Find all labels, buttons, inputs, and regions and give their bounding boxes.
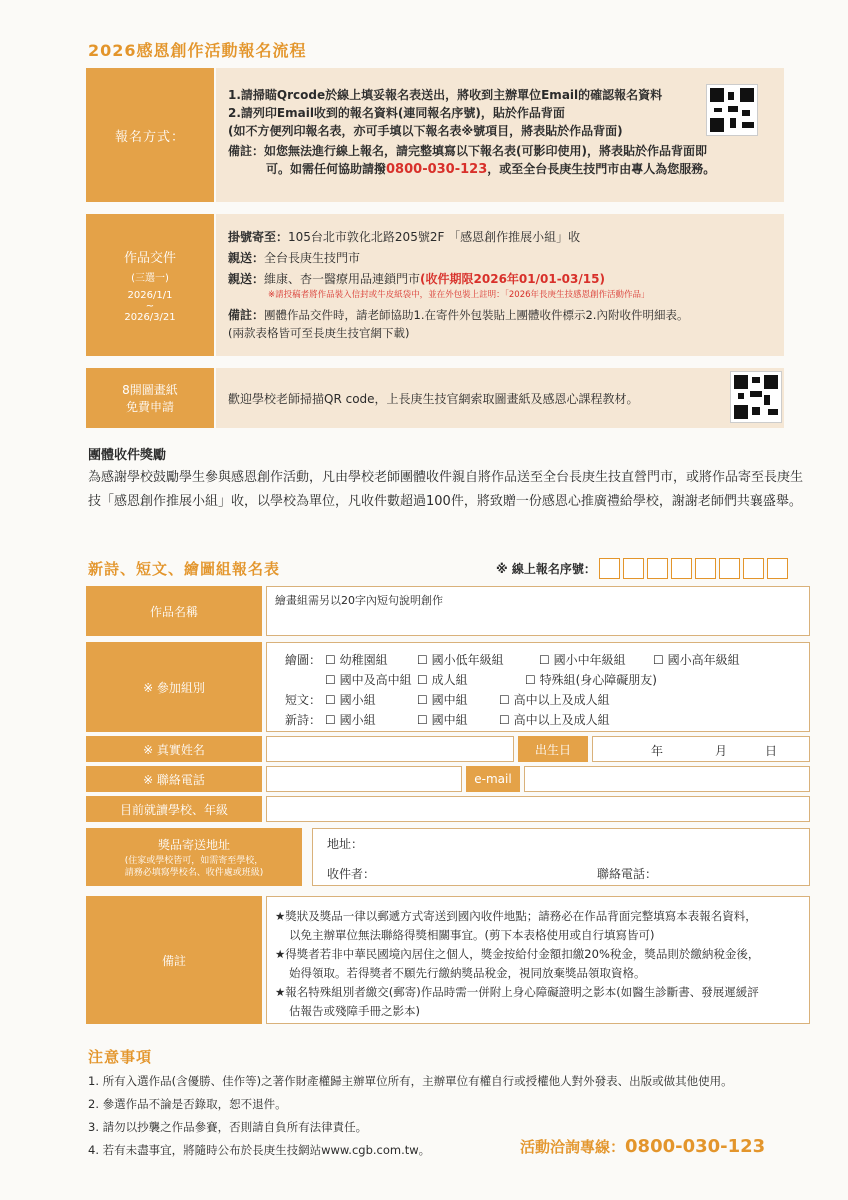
form-title: 新詩、短文、繪圖組報名表 — [88, 560, 281, 578]
submission-panel — [216, 214, 784, 356]
real-name-label: ※ 真實姓名 — [86, 736, 262, 762]
notice-item-1: 1. 所有入選作品(含優勝、佳作等)之著作財產權歸主辦單位所有，主辦單位有權自行或授權他人對外發表、出版或做其他使用。 — [88, 1074, 733, 1088]
work-name-label: 作品名稱 — [86, 586, 262, 636]
address-field[interactable] — [312, 828, 810, 886]
page-title: 2026感恩創作活動報名流程 — [88, 41, 307, 60]
remark-3b: 估報告或殘障手冊之影本) — [289, 1004, 420, 1018]
group-reward-title: 團體收件獎勵 — [88, 448, 167, 463]
submission-label-cell — [86, 214, 214, 356]
birthday-year: 年 — [651, 744, 664, 758]
poem-key: 新詩： — [285, 713, 322, 727]
remark-1a: ★獎狀及獎品一律以郵遞方式寄送到國內收件地點；請務必在作品背面完整填寫本表報名資料， — [275, 909, 757, 923]
hotline-label: 活動洽詢專線： — [520, 1138, 626, 1156]
registration-hotline: 0800-030-123 — [386, 162, 488, 177]
group-label: ※ 參加組別 — [86, 642, 262, 732]
submission-choose: (三選一) — [131, 273, 169, 284]
draw-opt-adult[interactable]: ☐ 成人組 — [417, 673, 468, 687]
remark-box — [266, 896, 810, 1024]
submission-label: 作品交件 — [123, 251, 176, 266]
submission-note-value: 團體作品交件時，請老師協助1.在寄件外包裝貼上團體收件標示2.內附收件明細表。 — [264, 308, 689, 322]
submission-deliver2-key: 親送： — [228, 272, 265, 286]
paper-label-2: 免費申請 — [125, 400, 174, 414]
essay-opt-junior[interactable]: ☐ 國中組 — [417, 693, 468, 707]
draw-opt-elem-mid[interactable]: ☐ 國小中年級組 — [539, 653, 626, 667]
paper-text: 歡迎學校老師掃描QR code，上長庚生技官網索取圖畫紙及感恩心課程教材。 — [228, 392, 639, 406]
submission-mail-value: 105台北市敦化北路205號2F 「感恩創作推展小組」收 — [288, 230, 581, 244]
draw-opt-kindergarten[interactable]: ☐ 幼稚園組 — [325, 653, 388, 667]
draw-opt-elem-high[interactable]: ☐ 國小高年級組 — [653, 653, 740, 667]
online-seq-boxes[interactable] — [596, 558, 788, 579]
paper-label-cell — [86, 368, 214, 428]
registration-panel — [216, 68, 784, 202]
phone-field[interactable] — [266, 766, 462, 792]
submission-date-start: 2026/1/1 — [127, 290, 173, 301]
remark-2b: 始得領取。若得獎者不願先行繳納獎品稅金，視同放棄獎品領取資格。 — [289, 966, 646, 980]
submission-date-end: 2026/3/21 — [124, 312, 176, 323]
registration-qr-code[interactable] — [706, 84, 758, 136]
draw-key: 繪圖： — [285, 653, 322, 667]
address-label: 獎品寄送地址 — [157, 837, 230, 852]
notice-item-3: 3. 請勿以抄襲之作品參賽，否則請自負所有法律責任。 — [88, 1120, 368, 1134]
essay-opt-senior-adult[interactable]: ☐ 高中以上及成人組 — [499, 693, 610, 707]
draw-opt-elem-low[interactable]: ☐ 國小低年級組 — [417, 653, 504, 667]
remark-2a: ★得獎者若非中華民國境內居住之個人，獎金按給付金額扣繳20%稅金，獎品則於繳納稅金後， — [275, 947, 760, 961]
submission-deadline: (收件期限2026年01/01-03/15) — [420, 272, 605, 286]
real-name-field[interactable] — [266, 736, 514, 762]
email-field[interactable] — [524, 766, 810, 792]
submission-date-tilde: ~ — [145, 301, 155, 312]
submission-deliver1-value: 全台長庚生技門市 — [264, 251, 361, 265]
paper-panel — [216, 368, 784, 428]
submission-deliver2-value: 維康、杏一醫療用品連鎖門市 — [264, 272, 421, 286]
poem-opt-elem[interactable]: ☐ 國小組 — [325, 713, 376, 727]
registration-note-a: 備註：如您無法進行線上報名，請完整填寫以下報名表(可影印使用)，將表貼於作品背面即 — [228, 144, 707, 158]
address-key: 地址： — [327, 837, 364, 851]
notice-item-4: 4. 若有未盡事宜，將隨時公布於長庚生技網站www.cgb.com.tw。 — [88, 1143, 431, 1157]
registration-step1: 1.請掃瞄Qrcode於線上填妥報名表送出，將收到主辦單位Email的確認報名資料 — [228, 88, 663, 102]
submission-mail-key: 掛號寄至： — [228, 230, 289, 244]
work-name-hint: 繪畫組需另以20字內短句說明創作 — [275, 594, 443, 607]
birthday-day: 日 — [765, 744, 778, 758]
school-label: 目前就讀學校、年級 — [86, 796, 262, 822]
contact-phone-key: 聯絡電話： — [597, 867, 658, 881]
remark-1b: 以免主辦單位無法聯絡得獎相關事宜。(剪下本表格使用或自行填寫皆可) — [289, 928, 655, 942]
work-name-field[interactable] — [266, 586, 810, 636]
address-label-cell — [86, 828, 302, 886]
essay-key: 短文： — [285, 693, 322, 707]
paper-label-1: 8開圖畫紙 — [122, 383, 178, 397]
notices-title: 注意事項 — [88, 1048, 153, 1066]
hotline-number[interactable]: 0800-030-123 — [625, 1136, 766, 1157]
registration-label-cell — [86, 68, 214, 202]
group-selection-field[interactable] — [266, 642, 810, 732]
group-reward-body: 為感謝學校鼓勵學生參與感恩創作活動，凡由學校老師團體收件親自將作品送至全台長庚生技直營門市，或將作品寄至長庚生技「感恩創作推展小組」收，以學校為單位，凡收件數超過100件，將致贈一份感恩心推廣禮給學校，謝謝老師們共襄盛舉。 — [88, 470, 804, 509]
registration-step3: (如不方便列印報名表，亦可手填以下報名表※號項目，將表貼於作品背面) — [228, 124, 623, 138]
draw-opt-special[interactable]: ☐ 特殊組(身心障礙朋友) — [525, 673, 657, 687]
remark-3a: ★報名特殊組別者繳交(郵寄)作品時需一併附上身心障礙證明之影本(如醫生診斷書、發展遲緩評 — [275, 985, 759, 999]
address-sub1: (住家或學校皆可，如需寄至學校， — [124, 855, 264, 866]
essay-opt-elem[interactable]: ☐ 國小組 — [325, 693, 376, 707]
registration-note-c: ，或至全台長庚生技門市由專人為您服務。 — [487, 162, 716, 176]
registration-step2: 2.請列印Email收到的報名資料(連同報名序號)，貼於作品背面 — [228, 106, 565, 120]
submission-warning: ※請投稿者將作品裝入信封或牛皮紙袋中，並在外包裝上註明：「2026年長庚生技感恩創作活動作品」 — [268, 290, 650, 300]
submission-note-value2: (兩款表格皆可至長庚生技官網下載) — [228, 326, 410, 340]
birthday-label: 出生日 — [518, 736, 588, 762]
submission-deliver1-key: 親送： — [228, 251, 265, 265]
remark-label: 備註 — [86, 896, 262, 1024]
submission-note-key: 備註： — [228, 308, 265, 322]
paper-qr-code[interactable] — [730, 371, 782, 423]
registration-label: 報名方式： — [114, 129, 185, 145]
school-field[interactable] — [266, 796, 810, 822]
phone-label: ※ 聯絡電話 — [86, 766, 262, 792]
recipient-key: 收件者： — [327, 867, 376, 881]
birthday-field[interactable] — [592, 736, 810, 762]
poem-opt-senior-adult[interactable]: ☐ 高中以上及成人組 — [499, 713, 610, 727]
draw-opt-junior-senior[interactable]: ☐ 國中及高中組 — [325, 673, 412, 687]
notice-item-2: 2. 參選作品不論是否錄取，恕不退件。 — [88, 1097, 287, 1111]
birthday-month: 月 — [715, 744, 728, 758]
poem-opt-junior[interactable]: ☐ 國中組 — [417, 713, 468, 727]
registration-note-b: 可。如需任何協助請撥 — [266, 162, 387, 176]
online-seq-label: ※ 線上報名序號： — [496, 562, 596, 576]
email-label: e-mail — [466, 766, 520, 792]
address-sub2: 請務必填寫學校名、收件處或班級) — [124, 867, 264, 878]
